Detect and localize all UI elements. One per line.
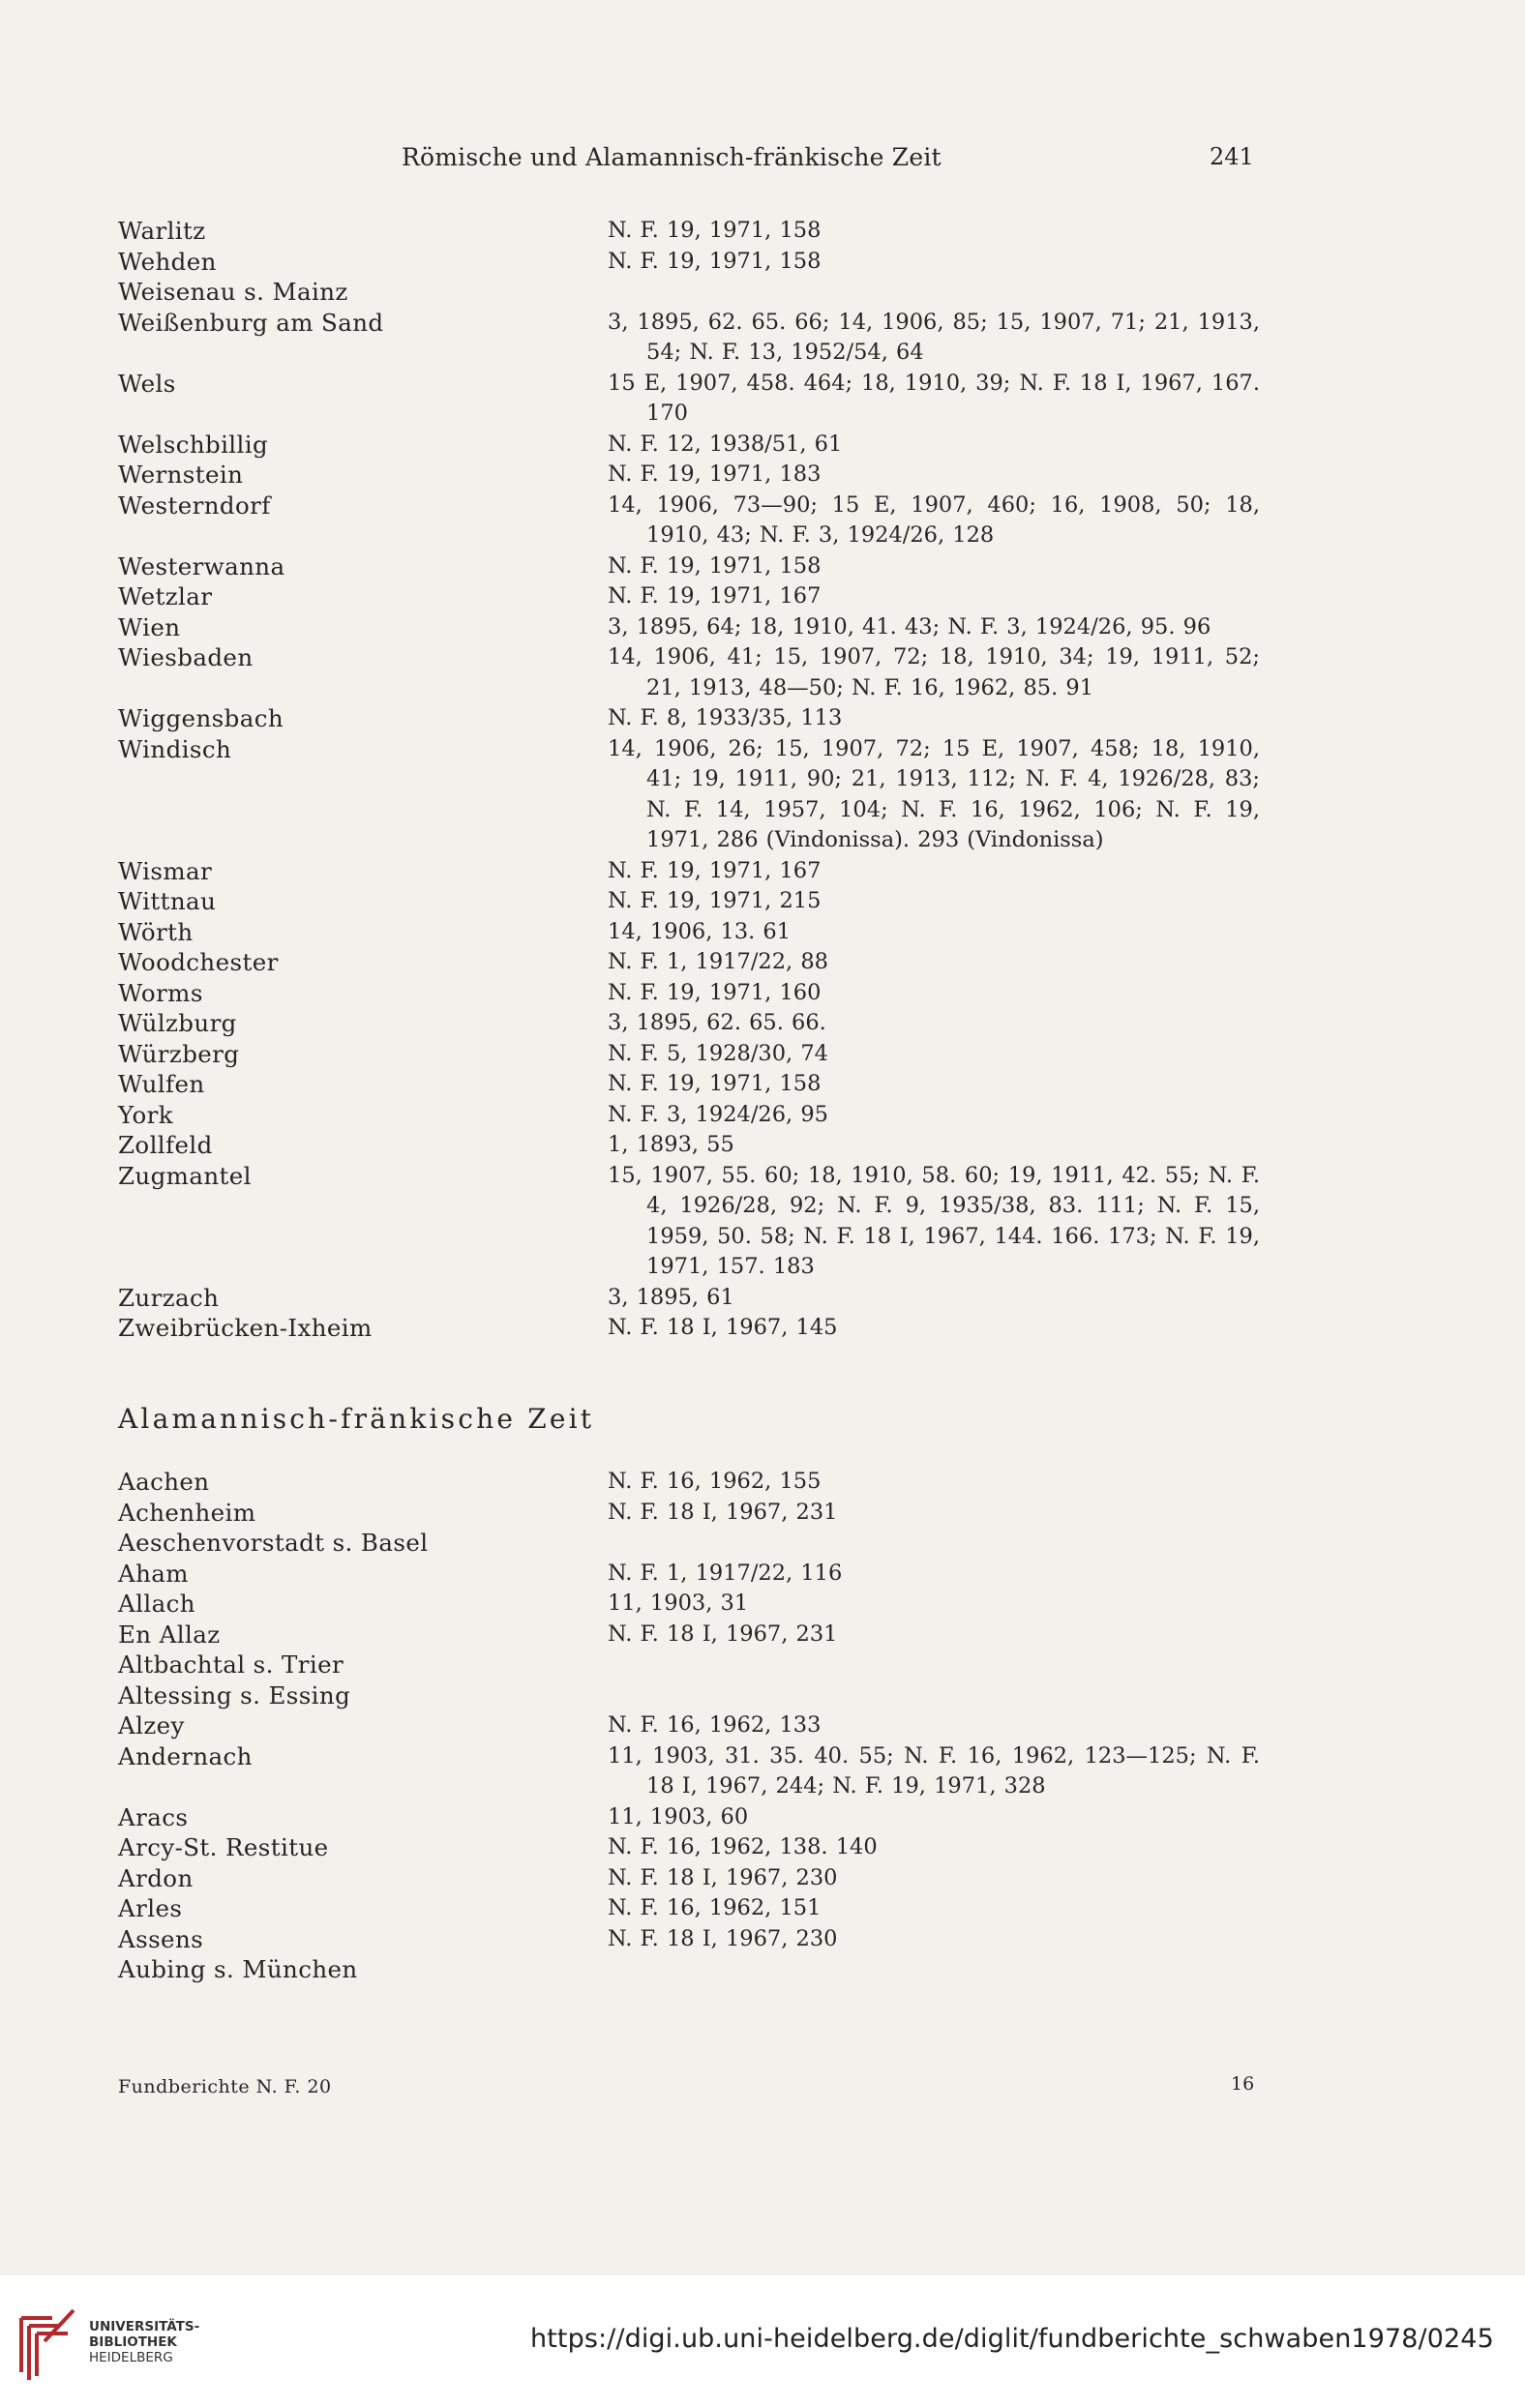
- place-name: Zurzach: [118, 1283, 220, 1312]
- reference-list: N. F. 18 I, 1967, 231: [608, 1499, 838, 1525]
- index-entry: [118, 1467, 1260, 1498]
- reference-list: 3, 1895, 62. 65. 66; 14, 1906, 85; 15, 1907, 71; 21, 1913, 54; N. F. 13, 1952/54, 64: [608, 309, 1260, 365]
- permalink-url[interactable]: https://digi.ub.uni-heidelberg.de/diglit/fundberichte_schwaben1978/0245: [530, 2324, 1494, 2354]
- place-name: Ardon: [118, 1863, 194, 1892]
- footer-signature: Fundberichte N. F. 20: [118, 2076, 332, 2097]
- reference-list: 14, 1906, 41; 15, 1907, 72; 18, 1910, 34; 19, 1911, 52; 21, 1913, 48—50; N. F. 16, 1962, 85. 91: [608, 644, 1260, 700]
- library-logo-icon: [14, 2304, 81, 2384]
- place-name: Wien: [118, 612, 181, 641]
- footer-sheet-number: 16: [1231, 2073, 1255, 2095]
- section-heading: Alamannisch-fränkische Zeit: [118, 1403, 595, 1435]
- reference-list: N. F. 18 I, 1967, 231: [608, 1620, 838, 1647]
- place-name: Wörth: [118, 917, 194, 946]
- library-name: [89, 2319, 199, 2365]
- index-entry: [118, 247, 1260, 278]
- index-entry: [118, 430, 1260, 461]
- reference-list: 3, 1895, 61: [608, 1284, 734, 1310]
- place-name: Würzberg: [118, 1039, 240, 1068]
- place-name: Worms: [118, 978, 203, 1007]
- reference-list: 3, 1895, 62. 65. 66.: [608, 1010, 826, 1035]
- place-name: Welschbillig: [118, 430, 269, 459]
- reference-list: N. F. 19, 1971, 167: [608, 583, 822, 609]
- index-entry: [118, 1283, 1260, 1314]
- reference-list: 14, 1906, 13. 61: [608, 918, 792, 944]
- index-entry: [118, 581, 1260, 612]
- reference-list: N. F. 19, 1971, 215: [608, 888, 822, 913]
- place-name: Wulfen: [118, 1070, 205, 1098]
- place-name: Aham: [118, 1559, 189, 1588]
- place-name: Weißenburg am Sand: [118, 308, 384, 337]
- index-entry: [118, 491, 1260, 551]
- place-name: Weisenau s. Mainz: [118, 278, 348, 306]
- place-name: Aachen: [118, 1468, 210, 1496]
- index-entry: [118, 947, 1260, 978]
- reference-list: 3, 1895, 64; 18, 1910, 41. 43; N. F. 3, 1924/26, 95. 96: [608, 613, 1211, 639]
- index-entry: [118, 642, 1260, 703]
- place-name: Wetzlar: [118, 582, 213, 610]
- index-entry: [118, 1620, 1260, 1650]
- index-entry: [118, 1559, 1260, 1590]
- index-entry: [118, 1680, 1260, 1711]
- index-entry: [118, 1802, 1260, 1833]
- library-name-line2: BIBLIOTHEK: [89, 2334, 177, 2350]
- running-title: Römische und Alamannisch-fränkische Zeit: [402, 143, 942, 171]
- reference-list: 1, 1893, 55: [608, 1132, 734, 1157]
- alamannic-index-list: [118, 1467, 1260, 1985]
- index-entry: [118, 1863, 1260, 1894]
- index-entry: [118, 1741, 1260, 1802]
- reference-list: N. F. 18 I, 1967, 230: [608, 1925, 838, 1951]
- reference-list: N. F. 19, 1971, 158: [608, 218, 822, 243]
- index-entry: [118, 1528, 1260, 1559]
- index-entry: [118, 703, 1260, 734]
- index-entry: [118, 734, 1260, 856]
- running-header: [0, 143, 1525, 178]
- roman-index-list: [118, 216, 1260, 1344]
- reference-list: N. F. 19, 1971, 167: [608, 857, 822, 883]
- reference-list: N. F. 18 I, 1967, 145: [608, 1315, 838, 1340]
- index-entry: [118, 978, 1260, 1009]
- index-entry: [118, 277, 1260, 308]
- place-name: Aeschenvorstadt s. Basel: [118, 1529, 429, 1557]
- place-name: Aubing s. München: [118, 1955, 358, 1983]
- reference-list: 15 E, 1907, 458. 464; 18, 1910, 39; N. F. 18 I, 1967, 167. 170: [608, 370, 1260, 426]
- reference-list: N. F. 8, 1933/35, 113: [608, 705, 843, 730]
- reference-list: N. F. 16, 1962, 151: [608, 1895, 822, 1920]
- place-name: Wernstein: [118, 461, 244, 489]
- place-name: York: [118, 1100, 173, 1129]
- index-entry: [118, 1924, 1260, 1955]
- place-name: Zugmantel: [118, 1161, 252, 1190]
- library-name-line1: UNIVERSITÄTS-: [89, 2319, 200, 2334]
- place-name: Zweibrücken-Ixheim: [118, 1314, 373, 1342]
- index-entry: [118, 1710, 1260, 1741]
- place-name: Achenheim: [118, 1498, 256, 1527]
- place-name: Aracs: [118, 1802, 189, 1831]
- place-name: Altbachtal s. Trier: [118, 1650, 344, 1679]
- reference-list: N. F. 3, 1924/26, 95: [608, 1101, 828, 1127]
- reference-list: N. F. 19, 1971, 160: [608, 979, 822, 1005]
- index-entry: [118, 856, 1260, 887]
- reference-list: N. F. 19, 1971, 158: [608, 248, 822, 274]
- reference-list: 15, 1907, 55. 60; 18, 1910, 58. 60; 19, 1911, 42. 55; N. F. 4, 1926/28, 92; N. F. 9, 1935/38, 83. 111; N. F. 15, 1959, 50. 58; N. F. 18 I, 1967, 144. 166. 173; N. F. 19, 1971, 157. 183: [608, 1162, 1260, 1279]
- index-entry: [118, 1498, 1260, 1529]
- place-name: Wismar: [118, 856, 213, 885]
- reference-list: 14, 1906, 73—90; 15 E, 1907, 460; 16, 1908, 50; 18, 1910, 43; N. F. 3, 1924/26, 128: [608, 491, 1260, 548]
- place-name: Wiggensbach: [118, 704, 284, 732]
- index-entry: [118, 551, 1260, 582]
- reference-list: N. F. 19, 1971, 158: [608, 552, 822, 579]
- reference-list: 14, 1906, 26; 15, 1907, 72; 15 E, 1907, 458; 18, 1910, 41; 19, 1911, 90; 21, 1913, 112; N. F. 4, 1926/28, 83; N. F. 14, 1957, 104; N. F. 16, 1962, 106; N. F. 19, 1971, 286 (Vindonissa). 293 (Vindonissa): [608, 735, 1260, 852]
- place-name: Wiesbaden: [118, 643, 254, 671]
- place-name: Windisch: [118, 734, 232, 763]
- reference-list: N. F. 1, 1917/22, 88: [608, 949, 828, 974]
- place-name: Alzey: [118, 1711, 185, 1739]
- index-entry: [118, 886, 1260, 917]
- reference-list: N. F. 19, 1971, 158: [608, 1071, 822, 1096]
- page-number: 241: [1210, 143, 1254, 170]
- place-name: Arles: [118, 1894, 183, 1922]
- place-name: Altessing s. Essing: [118, 1680, 351, 1709]
- reference-list: N. F. 18 I, 1967, 230: [608, 1864, 838, 1890]
- index-entry: [118, 216, 1260, 247]
- index-entry: [118, 1954, 1260, 1985]
- reference-list: N. F. 1, 1917/22, 116: [608, 1560, 843, 1586]
- index-entry: [118, 1069, 1260, 1100]
- place-name: En Allaz: [118, 1620, 221, 1649]
- index-entry: [118, 1650, 1260, 1680]
- index-entry: [118, 460, 1260, 491]
- reference-list: N. F. 16, 1962, 133: [608, 1712, 822, 1738]
- place-name: Wels: [118, 369, 176, 398]
- place-name: Warlitz: [118, 217, 206, 245]
- index-entry: [118, 308, 1260, 369]
- index-entry: [118, 369, 1260, 430]
- reference-list: 11, 1903, 60: [608, 1803, 749, 1829]
- reference-list: N. F. 16, 1962, 138. 140: [608, 1834, 878, 1859]
- reference-list: 11, 1903, 31. 35. 40. 55; N. F. 16, 1962, 123—125; N. F. 18 I, 1967, 244; N. F. 19, 1971, 328: [608, 1742, 1260, 1799]
- reference-list: N. F. 12, 1938/51, 61: [608, 431, 843, 457]
- library-banner: [0, 2275, 1525, 2408]
- place-name: Zollfeld: [118, 1131, 213, 1159]
- place-name: Woodchester: [118, 948, 279, 976]
- reference-list: 11, 1903, 31: [608, 1590, 749, 1616]
- index-entry: [118, 1008, 1260, 1039]
- place-name: Wülzburg: [118, 1009, 237, 1037]
- index-entry: [118, 1313, 1260, 1344]
- index-entry: [118, 612, 1260, 643]
- place-name: Westerwanna: [118, 551, 285, 580]
- place-name: Allach: [118, 1590, 195, 1618]
- index-entry: [118, 1161, 1260, 1283]
- place-name: Wittnau: [118, 887, 217, 915]
- place-name: Assens: [118, 1924, 204, 1953]
- place-name: Andernach: [118, 1741, 253, 1770]
- place-name: Westerndorf: [118, 491, 271, 520]
- index-entry: [118, 1130, 1260, 1161]
- index-entry: [118, 1039, 1260, 1070]
- place-name: Arcy-St. Restitue: [118, 1833, 329, 1861]
- reference-list: N. F. 19, 1971, 183: [608, 461, 822, 487]
- index-entry: [118, 1832, 1260, 1863]
- index-entry: [118, 1100, 1260, 1131]
- library-name-line3: HEIDELBERG: [89, 2350, 173, 2365]
- index-entry: [118, 917, 1260, 948]
- reference-list: N. F. 16, 1962, 155: [608, 1469, 822, 1494]
- place-name: Wehden: [118, 247, 217, 276]
- reference-list: N. F. 5, 1928/30, 74: [608, 1040, 828, 1066]
- index-entry: [118, 1893, 1260, 1924]
- index-entry: [118, 1589, 1260, 1620]
